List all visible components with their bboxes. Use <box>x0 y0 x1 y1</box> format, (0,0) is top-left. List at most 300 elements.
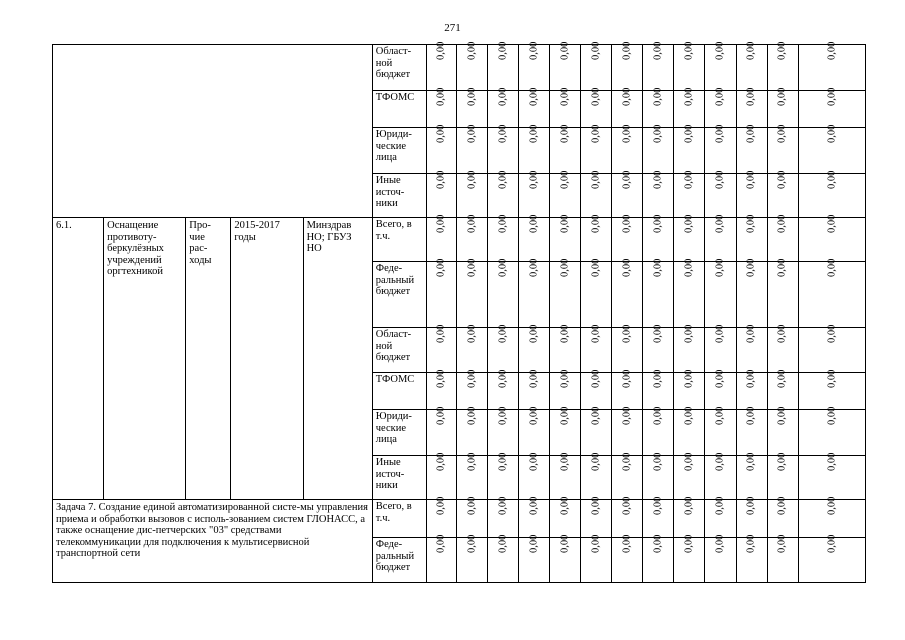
value-text: 0,00 <box>435 406 447 425</box>
value-cell <box>643 87 674 128</box>
value-text: 0,00 <box>528 124 540 143</box>
value-text: 0,00 <box>683 369 695 388</box>
value-cell <box>550 452 581 500</box>
value-cell <box>705 324 736 373</box>
value-cell <box>798 41 865 91</box>
value-text: 0,00 <box>497 534 509 553</box>
value-text: 0,00 <box>714 406 726 425</box>
value-cell <box>550 87 581 128</box>
value-cell <box>798 170 865 218</box>
value-cell <box>705 369 736 410</box>
value-text: 0,00 <box>776 406 788 425</box>
value-text: 0,00 <box>528 214 540 233</box>
value-text: 0,00 <box>826 534 838 553</box>
value-text: 0,00 <box>528 496 540 515</box>
value-cell <box>643 124 674 174</box>
value-cell <box>767 452 798 500</box>
value-cell <box>736 124 767 174</box>
value-cell <box>798 87 865 128</box>
value-cell <box>674 369 705 410</box>
value-cell <box>426 406 456 456</box>
value-cell <box>612 87 643 128</box>
value-cell <box>736 258 767 328</box>
value-text: 0,00 <box>826 214 838 233</box>
value-text: 0,00 <box>683 258 695 277</box>
value-text: 0,00 <box>776 124 788 143</box>
value-cell <box>798 452 865 500</box>
value-cell <box>705 406 736 456</box>
value-cell <box>550 170 581 218</box>
value-cell <box>581 534 612 583</box>
value-cell <box>488 41 519 91</box>
value-text: 0,00 <box>559 452 571 471</box>
value-text: 0,00 <box>714 496 726 515</box>
value-text: 0,00 <box>559 170 571 189</box>
value-text: 0,00 <box>652 534 664 553</box>
value-cell <box>798 369 865 410</box>
value-text: 0,00 <box>466 258 478 277</box>
value-text: 0,00 <box>590 41 602 60</box>
value-text: 0,00 <box>826 406 838 425</box>
value-text: 0,00 <box>435 41 447 60</box>
value-text: 0,00 <box>714 369 726 388</box>
value-text: 0,00 <box>497 369 509 388</box>
value-cell <box>519 170 550 218</box>
value-text: 0,00 <box>497 452 509 471</box>
value-cell <box>674 41 705 91</box>
value-text: 0,00 <box>435 170 447 189</box>
value-text: 0,00 <box>683 87 695 106</box>
value-text: 0,00 <box>776 87 788 106</box>
value-text: 0,00 <box>714 124 726 143</box>
item-number: 6.1. <box>53 218 104 500</box>
value-text: 0,00 <box>497 324 509 343</box>
task-7-description: Задача 7. Создание единой автоматизированной систе-мы управления приема и обработки вызовов с исполь-зованием систем ГЛОНАСС, а также оснащение дис-петчерских "03" средствами телекоммуникации для подключения к мультисервисной транспортной сети <box>53 500 373 583</box>
value-text: 0,00 <box>466 496 478 515</box>
value-cell <box>488 406 519 456</box>
value-cell <box>488 258 519 328</box>
value-text: 0,00 <box>621 534 633 553</box>
value-text: 0,00 <box>590 87 602 106</box>
value-text: 0,00 <box>466 534 478 553</box>
value-text: 0,00 <box>621 41 633 60</box>
item-executor: Минздрав НО; ГБУЗ НО <box>303 218 372 500</box>
value-cell <box>519 214 550 262</box>
value-text: 0,00 <box>621 496 633 515</box>
value-cell <box>581 214 612 262</box>
value-cell <box>456 41 487 91</box>
value-text: 0,00 <box>745 369 757 388</box>
value-text: 0,00 <box>826 258 838 277</box>
value-text: 0,00 <box>826 87 838 106</box>
value-text: 0,00 <box>528 534 540 553</box>
value-cell <box>705 41 736 91</box>
value-text: 0,00 <box>466 170 478 189</box>
value-text: 0,00 <box>683 214 695 233</box>
value-text: 0,00 <box>776 452 788 471</box>
value-cell <box>612 369 643 410</box>
value-cell <box>581 369 612 410</box>
value-text: 0,00 <box>435 534 447 553</box>
value-text: 0,00 <box>497 496 509 515</box>
value-cell <box>488 324 519 373</box>
value-text: 0,00 <box>652 406 664 425</box>
value-text: 0,00 <box>590 406 602 425</box>
value-cell <box>581 496 612 538</box>
value-text: 0,00 <box>621 369 633 388</box>
value-cell <box>705 124 736 174</box>
funding-source-cell: Иные источ- ники <box>372 174 426 218</box>
value-cell <box>519 452 550 500</box>
value-text: 0,00 <box>528 324 540 343</box>
value-text: 0,00 <box>745 534 757 553</box>
value-cell <box>550 369 581 410</box>
budget-table <box>52 41 866 583</box>
value-text: 0,00 <box>745 87 757 106</box>
value-cell <box>426 214 456 262</box>
value-cell <box>581 124 612 174</box>
value-cell <box>798 534 865 583</box>
funding-source-cell: Юриди- ческие лица <box>372 410 426 456</box>
value-text: 0,00 <box>590 214 602 233</box>
value-cell <box>456 452 487 500</box>
value-text: 0,00 <box>590 369 602 388</box>
value-cell <box>488 170 519 218</box>
value-text: 0,00 <box>621 124 633 143</box>
value-cell <box>426 41 456 91</box>
value-cell <box>581 258 612 328</box>
funding-source-cell: Феде- ральный бюджет <box>372 538 426 583</box>
value-text: 0,00 <box>466 124 478 143</box>
value-text: 0,00 <box>683 406 695 425</box>
value-cell <box>705 496 736 538</box>
table-body <box>53 41 866 583</box>
value-text: 0,00 <box>745 452 757 471</box>
value-text: 0,00 <box>776 170 788 189</box>
value-cell <box>643 258 674 328</box>
value-cell <box>488 87 519 128</box>
value-cell <box>736 369 767 410</box>
value-cell <box>426 496 456 538</box>
value-cell <box>612 258 643 328</box>
value-text: 0,00 <box>826 452 838 471</box>
value-cell <box>612 452 643 500</box>
value-text: 0,00 <box>745 214 757 233</box>
value-text: 0,00 <box>776 534 788 553</box>
value-text: 0,00 <box>590 534 602 553</box>
value-cell <box>456 534 487 583</box>
value-text: 0,00 <box>652 214 664 233</box>
value-text: 0,00 <box>559 369 571 388</box>
value-cell <box>581 406 612 456</box>
value-cell <box>736 406 767 456</box>
value-text: 0,00 <box>621 452 633 471</box>
value-cell <box>736 534 767 583</box>
value-text: 0,00 <box>590 452 602 471</box>
value-text: 0,00 <box>466 87 478 106</box>
value-text: 0,00 <box>745 124 757 143</box>
value-text: 0,00 <box>497 124 509 143</box>
value-cell <box>488 534 519 583</box>
value-cell <box>612 124 643 174</box>
value-cell <box>612 406 643 456</box>
value-cell <box>767 369 798 410</box>
value-text: 0,00 <box>745 41 757 60</box>
value-cell <box>519 496 550 538</box>
value-text: 0,00 <box>683 170 695 189</box>
value-text: 0,00 <box>683 124 695 143</box>
value-text: 0,00 <box>590 258 602 277</box>
value-text: 0,00 <box>621 406 633 425</box>
value-text: 0,00 <box>497 258 509 277</box>
funding-source-cell: ТФОМС <box>372 373 426 410</box>
value-text: 0,00 <box>683 496 695 515</box>
continued-blank-cell <box>53 45 373 218</box>
value-text: 0,00 <box>528 87 540 106</box>
value-cell <box>643 496 674 538</box>
value-text: 0,00 <box>652 369 664 388</box>
value-cell <box>705 87 736 128</box>
value-text: 0,00 <box>559 496 571 515</box>
value-text: 0,00 <box>652 87 664 106</box>
value-text: 0,00 <box>714 452 726 471</box>
value-cell <box>519 369 550 410</box>
value-cell <box>612 214 643 262</box>
value-cell <box>705 452 736 500</box>
value-cell <box>519 324 550 373</box>
value-text: 0,00 <box>652 324 664 343</box>
funding-source-cell: Феде- ральный бюджет <box>372 262 426 328</box>
value-text: 0,00 <box>559 41 571 60</box>
value-text: 0,00 <box>683 41 695 60</box>
value-cell <box>456 124 487 174</box>
value-text: 0,00 <box>714 534 726 553</box>
value-text: 0,00 <box>745 496 757 515</box>
value-text: 0,00 <box>745 324 757 343</box>
value-text: 0,00 <box>621 214 633 233</box>
value-cell <box>643 324 674 373</box>
value-text: 0,00 <box>497 41 509 60</box>
value-text: 0,00 <box>652 452 664 471</box>
value-cell <box>550 124 581 174</box>
value-cell <box>426 324 456 373</box>
value-text: 0,00 <box>528 258 540 277</box>
value-cell <box>643 406 674 456</box>
value-cell <box>426 124 456 174</box>
value-text: 0,00 <box>683 534 695 553</box>
value-cell <box>767 87 798 128</box>
value-text: 0,00 <box>559 324 571 343</box>
value-text: 0,00 <box>435 258 447 277</box>
value-text: 0,00 <box>714 258 726 277</box>
value-cell <box>643 452 674 500</box>
value-text: 0,00 <box>559 214 571 233</box>
value-cell <box>426 258 456 328</box>
value-text: 0,00 <box>590 324 602 343</box>
value-text: 0,00 <box>652 170 664 189</box>
value-text: 0,00 <box>714 214 726 233</box>
value-text: 0,00 <box>826 170 838 189</box>
value-text: 0,00 <box>528 452 540 471</box>
value-cell <box>767 124 798 174</box>
value-cell <box>456 214 487 262</box>
value-text: 0,00 <box>528 170 540 189</box>
page-number: 271 <box>444 22 461 34</box>
funding-source-cell: ТФОМС <box>372 91 426 128</box>
value-text: 0,00 <box>559 534 571 553</box>
value-text: 0,00 <box>776 324 788 343</box>
value-cell <box>643 369 674 410</box>
value-cell <box>767 496 798 538</box>
value-cell <box>519 124 550 174</box>
value-cell <box>519 406 550 456</box>
funding-source-cell: Всего, в т.ч. <box>372 500 426 538</box>
value-cell <box>767 41 798 91</box>
value-text: 0,00 <box>714 41 726 60</box>
value-cell <box>488 369 519 410</box>
value-cell <box>426 534 456 583</box>
value-cell <box>736 41 767 91</box>
value-cell <box>767 170 798 218</box>
value-text: 0,00 <box>652 124 664 143</box>
value-cell <box>643 214 674 262</box>
value-text: 0,00 <box>826 369 838 388</box>
value-cell <box>736 214 767 262</box>
value-text: 0,00 <box>435 214 447 233</box>
value-text: 0,00 <box>621 258 633 277</box>
value-cell <box>767 258 798 328</box>
funding-source-cell: Област- ной бюджет <box>372 45 426 91</box>
value-text: 0,00 <box>652 496 664 515</box>
value-cell <box>767 324 798 373</box>
item-period: 2015-2017 годы <box>231 218 303 500</box>
value-text: 0,00 <box>714 170 726 189</box>
value-cell <box>519 41 550 91</box>
value-cell <box>488 496 519 538</box>
value-cell <box>550 534 581 583</box>
value-cell <box>488 214 519 262</box>
value-text: 0,00 <box>590 124 602 143</box>
value-cell <box>519 534 550 583</box>
value-cell <box>488 124 519 174</box>
value-cell <box>550 406 581 456</box>
value-cell <box>581 452 612 500</box>
value-text: 0,00 <box>435 87 447 106</box>
value-cell <box>426 170 456 218</box>
value-cell <box>456 369 487 410</box>
value-cell <box>612 324 643 373</box>
value-text: 0,00 <box>528 41 540 60</box>
value-cell <box>581 324 612 373</box>
value-text: 0,00 <box>714 324 726 343</box>
value-text: 0,00 <box>826 324 838 343</box>
value-text: 0,00 <box>826 124 838 143</box>
value-text: 0,00 <box>435 369 447 388</box>
value-cell <box>519 87 550 128</box>
value-text: 0,00 <box>497 406 509 425</box>
item-expense-type: Про- чие рас- ходы <box>186 218 231 500</box>
value-cell <box>705 258 736 328</box>
value-cell <box>798 406 865 456</box>
value-cell <box>581 87 612 128</box>
value-cell <box>798 214 865 262</box>
value-cell <box>705 170 736 218</box>
value-cell <box>705 214 736 262</box>
value-cell <box>612 170 643 218</box>
value-cell <box>426 452 456 500</box>
value-text: 0,00 <box>497 87 509 106</box>
value-text: 0,00 <box>528 406 540 425</box>
value-text: 0,00 <box>435 124 447 143</box>
funding-source-cell: Област- ной бюджет <box>372 328 426 373</box>
value-text: 0,00 <box>466 406 478 425</box>
value-text: 0,00 <box>497 214 509 233</box>
value-text: 0,00 <box>714 87 726 106</box>
value-cell <box>550 258 581 328</box>
value-cell <box>736 496 767 538</box>
value-text: 0,00 <box>745 406 757 425</box>
value-cell <box>456 496 487 538</box>
value-cell <box>456 87 487 128</box>
value-text: 0,00 <box>466 452 478 471</box>
value-cell <box>674 214 705 262</box>
value-text: 0,00 <box>559 124 571 143</box>
value-cell <box>456 170 487 218</box>
value-text: 0,00 <box>826 496 838 515</box>
value-text: 0,00 <box>497 170 509 189</box>
value-cell <box>426 87 456 128</box>
value-cell <box>674 170 705 218</box>
value-cell <box>612 534 643 583</box>
value-cell <box>550 41 581 91</box>
value-text: 0,00 <box>621 87 633 106</box>
value-text: 0,00 <box>435 324 447 343</box>
value-text: 0,00 <box>466 41 478 60</box>
value-cell <box>550 214 581 262</box>
value-text: 0,00 <box>826 41 838 60</box>
value-text: 0,00 <box>776 214 788 233</box>
value-cell <box>519 258 550 328</box>
value-cell <box>643 534 674 583</box>
value-cell <box>674 406 705 456</box>
value-text: 0,00 <box>590 170 602 189</box>
value-text: 0,00 <box>745 170 757 189</box>
value-cell <box>767 214 798 262</box>
value-text: 0,00 <box>435 452 447 471</box>
value-cell <box>488 452 519 500</box>
value-cell <box>674 324 705 373</box>
value-text: 0,00 <box>590 496 602 515</box>
value-cell <box>550 324 581 373</box>
value-text: 0,00 <box>776 258 788 277</box>
value-text: 0,00 <box>466 369 478 388</box>
value-text: 0,00 <box>621 170 633 189</box>
value-cell <box>705 534 736 583</box>
value-text: 0,00 <box>621 324 633 343</box>
funding-source-cell: Всего, в т.ч. <box>372 218 426 262</box>
value-cell <box>798 324 865 373</box>
value-cell <box>798 496 865 538</box>
value-text: 0,00 <box>776 369 788 388</box>
value-text: 0,00 <box>466 324 478 343</box>
value-cell <box>643 41 674 91</box>
value-text: 0,00 <box>559 258 571 277</box>
value-cell <box>643 170 674 218</box>
value-cell <box>767 406 798 456</box>
value-text: 0,00 <box>683 452 695 471</box>
value-cell <box>456 406 487 456</box>
value-cell <box>736 170 767 218</box>
